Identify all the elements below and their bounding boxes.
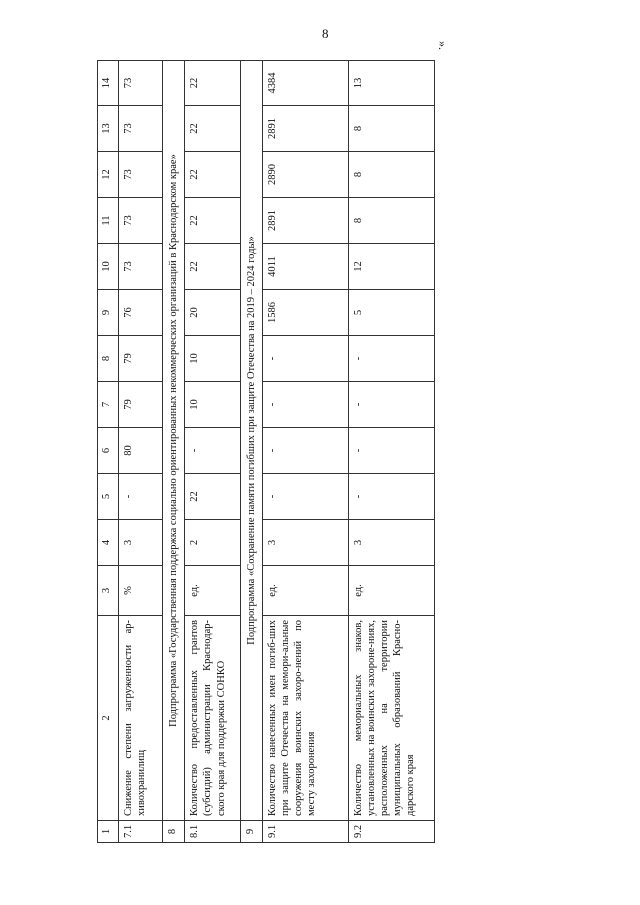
header-cell: 2	[98, 616, 119, 821]
value-cell: 73	[118, 198, 162, 244]
section-row	[240, 61, 262, 843]
table-row	[185, 61, 240, 843]
header-cell: 4	[98, 520, 119, 566]
header-cell: 1	[98, 821, 119, 843]
header-cell: 7	[98, 382, 119, 428]
value-cell: 8	[348, 106, 434, 152]
header-cell: 11	[98, 198, 119, 244]
value-cell: 12	[348, 244, 434, 290]
header-row	[98, 61, 119, 843]
value-cell: 79	[118, 336, 162, 382]
indicators-table	[97, 60, 435, 843]
closing-quote-mark: ».	[436, 41, 450, 50]
row-number: 9.1	[262, 821, 348, 843]
header-cell: 9	[98, 290, 119, 336]
value-cell: 2891	[262, 106, 348, 152]
value-cell: -	[348, 474, 434, 520]
table-row	[118, 61, 162, 843]
unit-cell: %	[118, 566, 162, 616]
value-cell: 3	[348, 520, 434, 566]
value-cell: 8	[348, 152, 434, 198]
value-cell: 5	[348, 290, 434, 336]
unit-cell: ед.	[262, 566, 348, 616]
value-cell: 13	[348, 61, 434, 106]
table-row	[262, 61, 348, 843]
unit-cell: ед.	[185, 566, 240, 616]
value-cell: 80	[118, 428, 162, 474]
value-cell: -	[185, 428, 240, 474]
value-cell: 73	[118, 244, 162, 290]
header-cell: 10	[98, 244, 119, 290]
header-cell: 5	[98, 474, 119, 520]
value-cell: 4011	[262, 244, 348, 290]
header-cell: 14	[98, 61, 119, 106]
value-cell: 3	[262, 520, 348, 566]
indicator-name: Количество предоставленных грантов (субсидий) администрации Краснодар-ского края для поддержки СОНКО	[185, 616, 240, 821]
value-cell: 79	[118, 382, 162, 428]
value-cell: 22	[185, 61, 240, 106]
value-cell: 22	[185, 474, 240, 520]
value-cell: 8	[348, 198, 434, 244]
value-cell: -	[262, 428, 348, 474]
value-cell: -	[348, 336, 434, 382]
value-cell: 2891	[262, 198, 348, 244]
row-number: 8	[163, 821, 185, 843]
value-cell: 10	[185, 382, 240, 428]
value-cell: -	[262, 474, 348, 520]
value-cell: -	[348, 382, 434, 428]
value-cell: -	[262, 382, 348, 428]
row-number: 8.1	[185, 821, 240, 843]
value-cell: 4384	[262, 61, 348, 106]
value-cell: 73	[118, 61, 162, 106]
header-cell: 12	[98, 152, 119, 198]
rotated-table-container	[97, 63, 435, 843]
header-cell: 8	[98, 336, 119, 382]
value-cell: -	[118, 474, 162, 520]
value-cell: 1586	[262, 290, 348, 336]
value-cell: 10	[185, 336, 240, 382]
value-cell: 3	[118, 520, 162, 566]
indicator-name: Количество нанесенных имен погиб-ших при защите Отечества на мемори-альные сооружения воинских захоро-нений по месту захоронения	[262, 616, 348, 821]
subprogram-title: Подпрограмма «Сохранение памяти погибших при защите Отечества на 2019 – 2024 годы»	[240, 61, 262, 821]
value-cell: 20	[185, 290, 240, 336]
row-number: 7.1	[118, 821, 162, 843]
indicator-name: Количество мемориальных знаков, установленных на воинских захороне-ниях, расположенных на территории муниципальных образований Красно-дарского края	[348, 616, 434, 821]
value-cell: -	[262, 336, 348, 382]
table-row	[348, 61, 434, 843]
header-cell: 3	[98, 566, 119, 616]
value-cell: 2	[185, 520, 240, 566]
row-number: 9.2	[348, 821, 434, 843]
subprogram-title: Подпрограмма «Государственная поддержка социально ориентированных некоммерческих организаций в Краснодарском крае»	[163, 61, 185, 821]
section-row	[163, 61, 185, 843]
indicators-table-wrapper	[97, 63, 435, 843]
value-cell: -	[348, 428, 434, 474]
value-cell: 22	[185, 198, 240, 244]
value-cell: 22	[185, 106, 240, 152]
indicator-name: Снижение степени загруженности ар-хивохранилищ	[118, 616, 162, 821]
header-cell: 6	[98, 428, 119, 474]
value-cell: 73	[118, 152, 162, 198]
value-cell: 76	[118, 290, 162, 336]
row-number: 9	[240, 821, 262, 843]
value-cell: 73	[118, 106, 162, 152]
unit-cell: ед.	[348, 566, 434, 616]
value-cell: 2890	[262, 152, 348, 198]
value-cell: 22	[185, 152, 240, 198]
header-cell: 13	[98, 106, 119, 152]
value-cell: 22	[185, 244, 240, 290]
page-number: 8	[322, 26, 329, 41]
